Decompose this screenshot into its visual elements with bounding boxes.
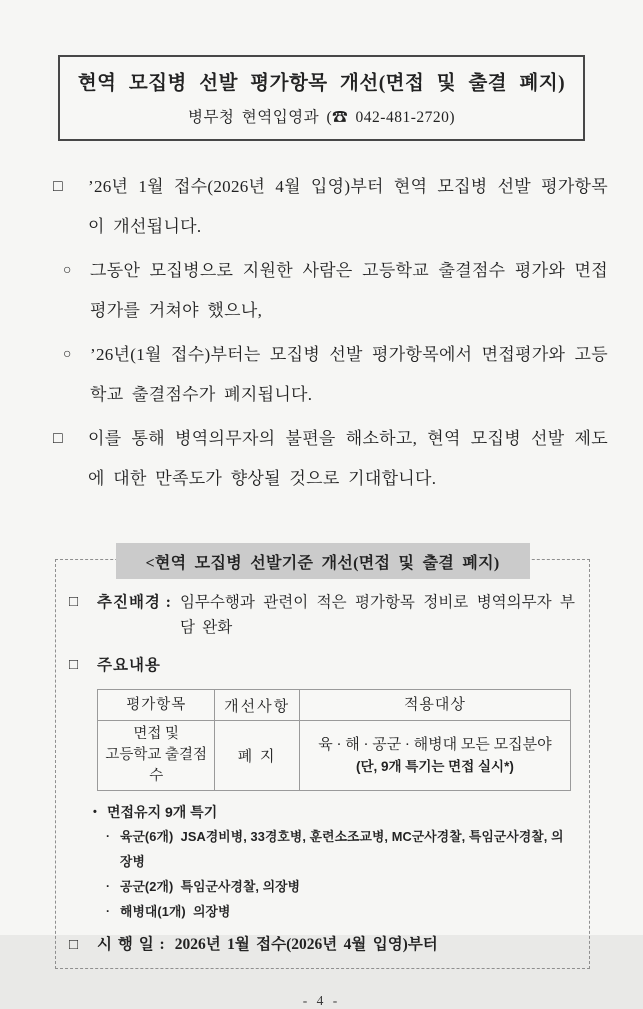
table-header-row [98,690,571,721]
cell-target [299,721,570,791]
cell-item [98,721,215,791]
paragraph-1 [53,167,608,247]
contents-label: 주요내용 [97,657,161,674]
paragraph-2 [63,251,608,331]
paragraph-4-text: 이를 통해 병역의무자의 불편을 해소하고, 현역 모집병 선발 제도에 대한 만족도가 향상될 것으로 기대합니다. [88,429,608,488]
checkbox-bullet-icon: □ [53,430,63,447]
notes-heading [93,800,575,824]
dot-bullet-icon: • [93,806,97,818]
cell-change: 폐 지 [215,721,299,791]
paragraph-3-text: ’26년(1월 접수)부터는 모집병 선발 평가항목에서 면접평가와 고등학교 출결점수가 폐지됩니다. [90,345,608,404]
summary-box-title: <현역 모집병 선발기준 개선(면접 및 출결 폐지) [116,543,530,579]
circle-bullet-icon: ○ [63,263,72,278]
interview-notes [93,800,575,924]
title-box [58,55,585,141]
middot-bullet-icon: · [106,904,110,918]
paragraph-2-text: 그동안 모집병으로 지원한 사람은 고등학교 출결점수 평가와 면접평가를 거쳐야 했으나, [90,261,608,320]
col-header-item: 평가항목 [98,690,215,721]
background-row [69,590,575,640]
table-row [98,721,571,791]
note-item-marines [106,899,575,924]
effective-date-text: 2026년 1월 접수(2026년 4월 입영)부터 [174,936,438,953]
contact-line: 병무청 현역입영과 (☎ 042-481-2720) [187,109,456,126]
paragraph-3 [63,335,608,415]
col-header-target: 적용대상 [299,690,570,721]
contents-row [69,653,575,678]
background-label: 추진배경 : [97,594,172,611]
checkbox-bullet-icon: □ [53,178,63,195]
cell-target-line2: (단, 9개 특기는 면접 실시*) [355,758,514,774]
effective-date-row [69,932,575,958]
page-number: - 4 - [302,993,341,1008]
note-item-airforce-text: 공군(2개) 특임군사경찰, 의장병 [120,879,301,894]
criteria-table [97,689,571,791]
middot-bullet-icon: · [106,879,110,893]
middot-bullet-icon: · [106,829,110,843]
note-item-marines-text: 해병대(1개) 의장병 [120,904,231,919]
note-item-army-text: 육군(6개) JSA경비병, 33경호병, 훈련소조교병, MC군사경찰, 특임군사경찰, 의장병 [120,829,564,869]
cell-target-line1: 육 · 해 · 공군 · 해병대 모든 모집분야 [318,736,552,753]
summary-box [55,555,590,969]
body-block [35,167,608,499]
checkbox-bullet-icon: □ [69,594,79,610]
checkbox-bullet-icon: □ [69,657,79,673]
circle-bullet-icon: ○ [63,347,72,362]
checkbox-bullet-icon: □ [69,937,79,953]
paragraph-4 [53,419,608,499]
col-header-change: 개선사항 [215,690,299,721]
note-item-airforce [106,874,575,899]
effective-date-label: 시 행 일 : [97,936,166,953]
note-item-army [106,824,575,874]
cell-item-line2: 고등학교 출결점수 [105,747,208,784]
notes-heading-text: 면접유지 9개 특기 [107,804,218,820]
paragraph-1-text: ’26년 1월 접수(2026년 4월 입영)부터 현역 모집병 선발 평가항목이 개선됩니다. [88,177,608,236]
page-title: 현역 모집병 선발 평가항목 개선(면접 및 출결 폐지) [77,73,566,94]
cell-item-line1: 면접 및 [133,726,180,742]
background-text: 임무수행과 관련이 적은 평가항목 정비로 병역의무자 부담 완화 [179,594,575,636]
